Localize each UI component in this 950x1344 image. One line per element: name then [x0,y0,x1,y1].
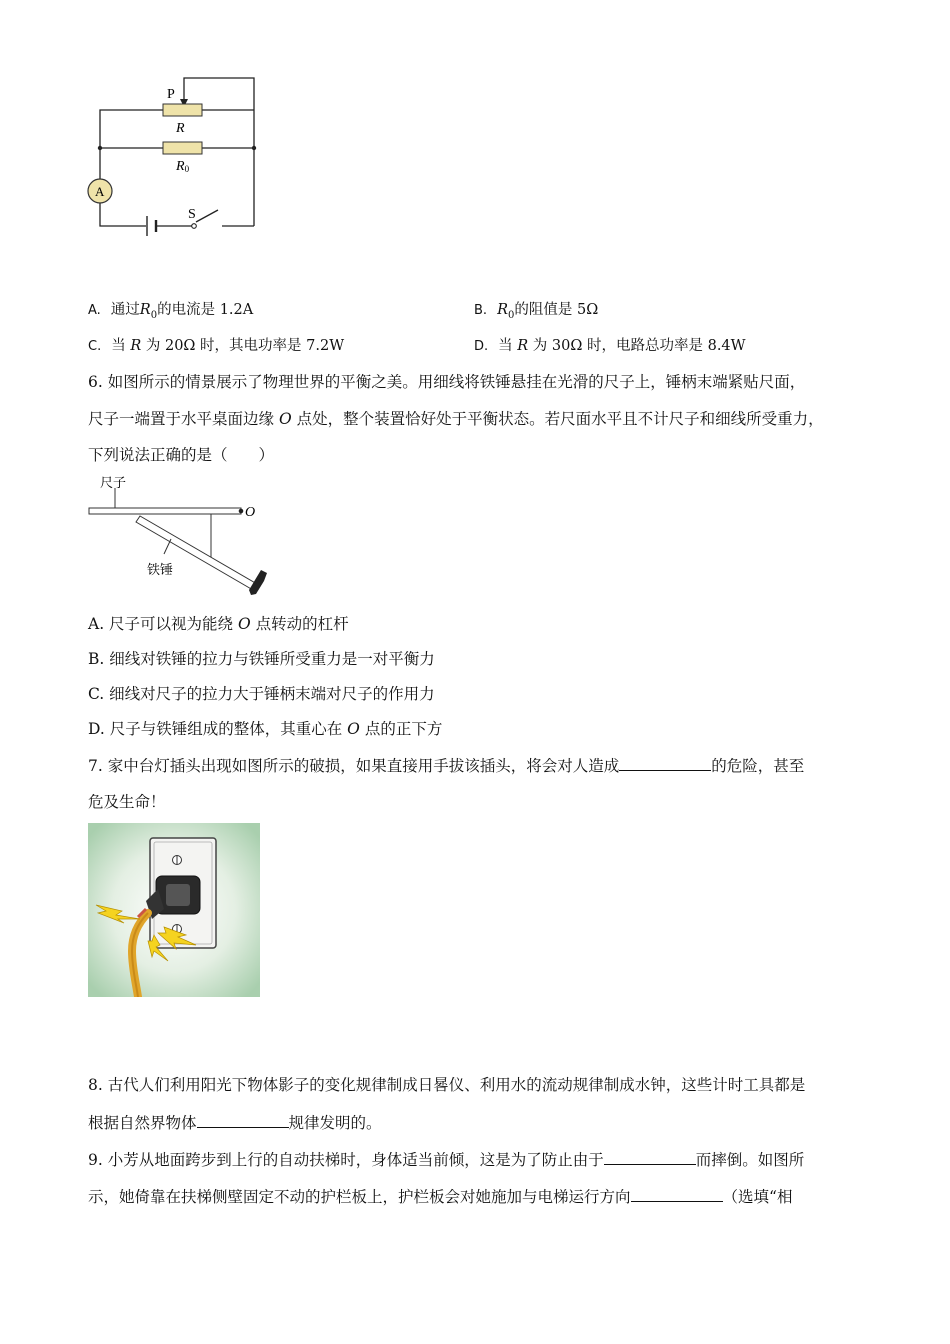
label-hammer: 铁锤 [147,563,174,578]
label-r0: R0 [176,159,190,174]
q6-line-3: 下列说法正确的是（ ） [88,446,275,464]
label-s: S [188,207,196,222]
q7-line-1: 7. 家中台灯插头出现如图所示的破损，如果直接用手拔该插头，将会对人造成 的危险，甚至 [88,757,805,775]
q6-line-2: 尺子一端置于水平桌面边缘 O 点处，整个装置恰好处于平衡状态。若尺面水平且不计尺子和细线所受重力， [88,410,824,428]
q8-line-2: 根据自然界物体 规律发明的。 [88,1114,382,1132]
label-r: R [176,121,185,136]
circuit-diagram [84,74,274,244]
q6-option-d: D. 尺子与铁锤组成的整体，其重心在 O 点的正下方 [88,720,443,738]
label-a: A [95,184,105,199]
label-ruler: 尺子 [100,476,127,491]
ruler [89,508,241,514]
q6-line-1: 6. 如图所示的情景展示了物理世界的平衡之美。用细线将铁锤悬挂在光滑的尺子上，锤柄末端紧贴尺面， [88,373,806,391]
q5-option-a: A. 通过$R_0$的电流是 1.2A [88,302,254,321]
q5-option-d: D. 当 R 为 30Ω 时，电路总功率是 8.4W [474,338,746,354]
damaged-plug-illustration [88,823,260,997]
q8-line-1: 8. 古代人们利用阳光下物体影子的变化规律制成日晷仪、利用水的流动规律制成水钟，这些计时工具都是 [88,1076,806,1094]
q7-line-2: 危及生命！ [88,793,166,811]
q7-answer-blank[interactable] [619,755,711,771]
q9-line-2: 示，她倚靠在扶梯侧壁固定不动的护栏板上，护栏板会对她施加与电梯运行方向 （选填“相 [88,1188,793,1206]
q6-option-a: A. 尺子可以视为能绕 O 点转动的杠杆 [88,615,349,633]
resistor-r [163,104,202,116]
resistor-r0 [163,142,202,154]
q6-option-c: C. 细线对尺子的拉力大于锤柄末端对尺子的作用力 [88,685,435,703]
q8-answer-blank[interactable] [197,1112,289,1128]
q9-answer-blank-2[interactable] [631,1186,723,1202]
q9-line-1: 9. 小芳从地面跨步到上行的自动扶梯时，身体适当前倾，这是为了防止由于 而摔倒。如图所 [88,1151,805,1169]
q6-option-b: B. 细线对铁锤的拉力与铁锤所受重力是一对平衡力 [88,650,435,668]
ruler-hammer-figure [86,474,276,600]
q5-option-c: C. 当 R 为 20Ω 时，其电功率是 7.2W [88,338,345,354]
label-o: O [245,505,256,520]
label-p: P [167,87,175,102]
q5-option-b: B. $R_0$的阻值是 5Ω [474,302,599,321]
q9-answer-blank-1[interactable] [604,1149,696,1165]
